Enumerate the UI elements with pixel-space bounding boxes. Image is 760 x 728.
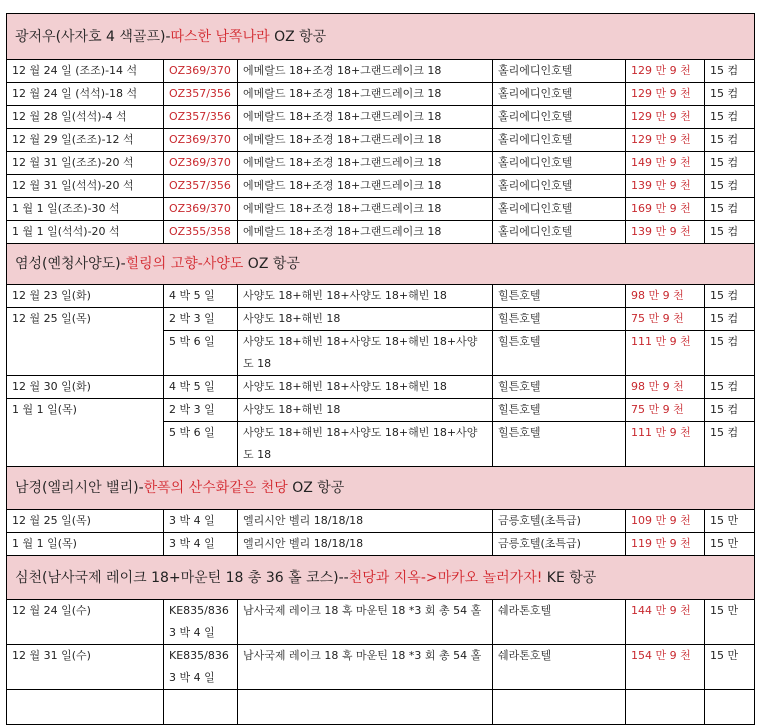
date-cell: 12 월 25 일(목): [7, 308, 164, 376]
title-highlight: 따스한 남쪽나라: [170, 28, 270, 45]
hotel-cell: 홀리에디인호텔: [493, 152, 626, 175]
empty-row: [7, 690, 755, 725]
course-cell: 엘리시안 벨리 18/18/18: [238, 510, 493, 533]
hotel-cell: 홀리에디인호텔: [493, 221, 626, 244]
flight-cell: OZ369/370: [164, 129, 238, 152]
price-cell: 129 만 9 천: [626, 83, 705, 106]
flight-cell: OZ357/356: [164, 83, 238, 106]
price-cell: 119 만 9 천: [626, 533, 705, 556]
hotel-cell: 힐튼호텔: [493, 376, 626, 399]
extra-cell: 15 컴: [705, 285, 755, 308]
title-prefix: 광저우(사자호 4 색골프)-: [15, 28, 171, 45]
flight-code: KE835/836: [169, 604, 229, 617]
price-cell: 109 만 9 천: [626, 510, 705, 533]
title-suffix: OZ 항공: [243, 256, 300, 272]
flight-cell: OZ369/370: [164, 198, 238, 221]
course-cell: 에메랄드 18+조경 18+그랜드레이크 18: [238, 60, 493, 83]
section-title: [7, 556, 755, 600]
course-cell: 에메랄드 18+조경 18+그랜드레이크 18: [238, 106, 493, 129]
course-cell: 엘리시안 벨리 18/18/18: [238, 533, 493, 556]
date-cell: 1 월 1 일(목): [7, 399, 164, 467]
flight-cell: OZ355/358: [164, 221, 238, 244]
course-cell: 사양도 18+해빈 18: [238, 399, 493, 422]
course-cell: 사양도 18+해빈 18+사양도 18+해빈 18+사양도 18: [238, 422, 493, 467]
extra-cell: 15 컴: [705, 376, 755, 399]
title-highlight: 한폭의 산수화같은 천당: [143, 480, 288, 496]
extra-cell: 15 컴: [705, 152, 755, 175]
hotel-cell: 금릉호텔(초특급): [493, 533, 626, 556]
extra-cell: 15 컴: [705, 60, 755, 83]
tour-price-table: [6, 13, 755, 725]
hotel-cell: 힐튼호텔: [493, 308, 626, 331]
course-cell: 에메랄드 18+조경 18+그랜드레이크 18: [238, 198, 493, 221]
table-row: [7, 175, 755, 198]
flight-cell: OZ369/370: [164, 152, 238, 175]
table-row: [7, 645, 755, 690]
price-cell: 111 만 9 천: [626, 331, 705, 376]
empty-cell: [705, 690, 755, 725]
table-row: [7, 376, 755, 399]
date-cell: 1 월 1 일(목): [7, 533, 164, 556]
extra-cell: 15 컴: [705, 422, 755, 467]
empty-cell: [7, 690, 164, 725]
extra-cell: 15 컴: [705, 221, 755, 244]
flight-cell: OZ357/356: [164, 175, 238, 198]
nights-cell: 4 박 5 일: [164, 285, 238, 308]
price-cell: 75 만 9 천: [626, 399, 705, 422]
price-cell: 98 만 9 천: [626, 376, 705, 399]
course-cell: 에메랄드 18+조경 18+그랜드레이크 18: [238, 175, 493, 198]
course-cell: 사양도 18+해빈 18+사양도 18+해빈 18+사양도 18: [238, 331, 493, 376]
table-row: [7, 83, 755, 106]
extra-cell: 15 컴: [705, 106, 755, 129]
course-cell: 사양도 18+해빈 18+사양도 18+해빈 18: [238, 376, 493, 399]
table-row: [7, 106, 755, 129]
price-cell: 154 만 9 천: [626, 645, 705, 690]
hotel-cell: 홀리에디인호텔: [493, 198, 626, 221]
course-cell: 남사국제 레이크 18 혹 마운틴 18 *3 회 총 54 홀: [238, 600, 493, 645]
table-row: [7, 285, 755, 308]
extra-cell: 15 컴: [705, 331, 755, 376]
hotel-cell: 홀리에디인호텔: [493, 175, 626, 198]
hotel-cell: 홀리에디인호텔: [493, 129, 626, 152]
hotel-cell: 홀리에디인호텔: [493, 83, 626, 106]
section-header-shenzhen: [7, 556, 755, 600]
date-cell: 12 월 24 일(수): [7, 600, 164, 645]
title-prefix: 염성(옌청사양도)-: [15, 256, 126, 272]
section-header-nanjing: [7, 467, 755, 510]
price-cell: 144 만 9 천: [626, 600, 705, 645]
price-cell: 98 만 9 천: [626, 285, 705, 308]
price-cell: 169 만 9 천: [626, 198, 705, 221]
table-row: [7, 129, 755, 152]
date-cell: 12 월 31 일(석석)-20 석: [7, 175, 164, 198]
nights-cell: 5 박 6 일: [164, 331, 238, 376]
date-cell: 12 월 31 일(조조)-20 석: [7, 152, 164, 175]
flight-nights-cell: [164, 600, 238, 645]
course-cell: 에메랄드 18+조경 18+그랜드레이크 18: [238, 221, 493, 244]
section-title: [7, 467, 755, 510]
flight-cell: OZ357/356: [164, 106, 238, 129]
date-cell: 12 월 30 일(화): [7, 376, 164, 399]
flight-nights-cell: [164, 645, 238, 690]
course-cell: 사양도 18+해빈 18+사양도 18+해빈 18: [238, 285, 493, 308]
price-cell: 111 만 9 천: [626, 422, 705, 467]
title-suffix: KE 항공: [542, 569, 597, 586]
course-cell: 사양도 18+해빈 18: [238, 308, 493, 331]
table-row: [7, 308, 755, 331]
table-row: [7, 221, 755, 244]
date-cell: 12 월 28 일(석석)-4 석: [7, 106, 164, 129]
price-cell: 129 만 9 천: [626, 60, 705, 83]
nights: 3 박 4 일: [169, 626, 215, 639]
extra-cell: 15 컴: [705, 399, 755, 422]
date-cell: 12 월 29 일(조조)-12 석: [7, 129, 164, 152]
extra-cell: 15 만: [705, 510, 755, 533]
title-highlight: 천당과 지옥->마카오 놀러가자!: [348, 569, 543, 586]
table-row: [7, 198, 755, 221]
course-cell: 에메랄드 18+조경 18+그랜드레이크 18: [238, 152, 493, 175]
hotel-cell: 쉐라톤호텔: [493, 645, 626, 690]
section-header-yancheng: [7, 244, 755, 285]
extra-cell: 15 컴: [705, 129, 755, 152]
price-cell: 129 만 9 천: [626, 106, 705, 129]
date-cell: 12 월 31 일(수): [7, 645, 164, 690]
hotel-cell: 금릉호텔(초특급): [493, 510, 626, 533]
price-cell: 75 만 9 천: [626, 308, 705, 331]
hotel-cell: 힐튼호텔: [493, 285, 626, 308]
hotel-cell: 힐튼호텔: [493, 399, 626, 422]
flight-code: KE835/836: [169, 649, 229, 662]
date-cell: 12 월 24 일 (조조)-14 석: [7, 60, 164, 83]
extra-cell: 15 만: [705, 600, 755, 645]
hotel-cell: 힐튼호텔: [493, 331, 626, 376]
extra-cell: 15 컴: [705, 83, 755, 106]
empty-cell: [493, 690, 626, 725]
extra-cell: 15 컴: [705, 198, 755, 221]
hotel-cell: 힐튼호텔: [493, 422, 626, 467]
extra-cell: 15 만: [705, 645, 755, 690]
table-row: [7, 60, 755, 83]
extra-cell: 15 만: [705, 533, 755, 556]
table-row: [7, 510, 755, 533]
nights-cell: 2 박 3 일: [164, 308, 238, 331]
title-highlight: 힐링의 고향-사양도: [125, 256, 244, 272]
hotel-cell: 홀리에디인호텔: [493, 60, 626, 83]
flight-cell: OZ369/370: [164, 60, 238, 83]
price-cell: 139 만 9 천: [626, 221, 705, 244]
title-suffix: OZ 항공: [287, 480, 345, 496]
title-prefix: 남경(엘리시안 밸리)-: [15, 480, 144, 496]
date-cell: 1 월 1 일(석석)-20 석: [7, 221, 164, 244]
course-cell: 에메랄드 18+조경 18+그랜드레이크 18: [238, 129, 493, 152]
empty-cell: [626, 690, 705, 725]
nights-cell: 5 박 6 일: [164, 422, 238, 467]
price-cell: 129 만 9 천: [626, 129, 705, 152]
date-cell: 12 월 25 일(목): [7, 510, 164, 533]
nights: 3 박 4 일: [169, 671, 215, 684]
table-row: [7, 399, 755, 422]
hotel-cell: 쉐라톤호텔: [493, 600, 626, 645]
nights-cell: 4 박 5 일: [164, 376, 238, 399]
course-cell: 남사국제 레이크 18 혹 마운틴 18 *3 회 총 54 홀: [238, 645, 493, 690]
empty-cell: [164, 690, 238, 725]
title-prefix: 심천(남사국제 레이크 18+마운틴 18 총 36 홀 코스)--: [15, 569, 349, 586]
empty-cell: [238, 690, 493, 725]
section-header-guangzhou: [7, 14, 755, 60]
price-cell: 149 만 9 천: [626, 152, 705, 175]
section-title: [7, 14, 755, 60]
nights-cell: 3 박 4 일: [164, 533, 238, 556]
date-cell: 12 월 23 일(화): [7, 285, 164, 308]
date-cell: 1 월 1 일(조조)-30 석: [7, 198, 164, 221]
nights-cell: 3 박 4 일: [164, 510, 238, 533]
course-cell: 에메랄드 18+조경 18+그랜드레이크 18: [238, 83, 493, 106]
table-row: [7, 152, 755, 175]
price-cell: 139 만 9 천: [626, 175, 705, 198]
date-cell: 12 월 24 일 (석석)-18 석: [7, 83, 164, 106]
title-suffix: OZ 항공: [269, 28, 327, 45]
extra-cell: 15 컴: [705, 308, 755, 331]
section-title: [7, 244, 755, 285]
extra-cell: 15 컴: [705, 175, 755, 198]
nights-cell: 2 박 3 일: [164, 399, 238, 422]
table-row: [7, 533, 755, 556]
hotel-cell: 홀리에디인호텔: [493, 106, 626, 129]
table-row: [7, 600, 755, 645]
